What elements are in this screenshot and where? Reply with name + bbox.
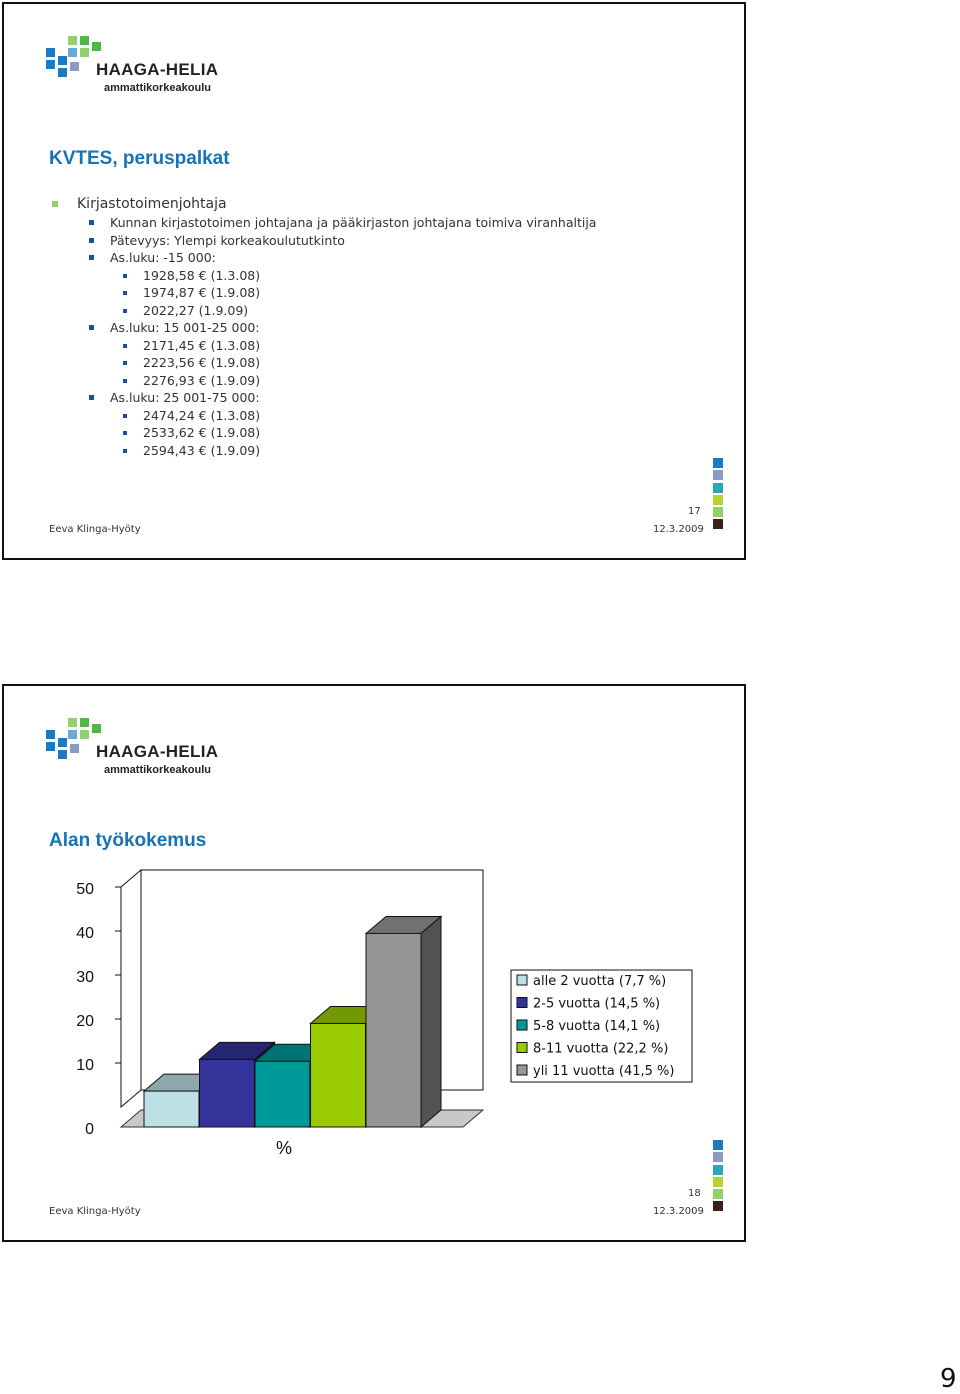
list-item-level3 [49, 284, 596, 302]
bullet-icon [89, 255, 94, 260]
footer-author: Eeva Klinga-Hyöty [49, 524, 141, 535]
bullet-icon [123, 361, 127, 365]
list-item-text: 2533,62 € (1.9.08) [143, 425, 261, 440]
list-item-text: Pätevyys: Ylempi korkeakoulututkinto [110, 232, 345, 248]
list-item-level3 [49, 372, 596, 390]
list-item-text: Kunnan kirjastotoimen johtajana ja pääkirjaston johtajana toimiva viranhaltija [110, 215, 597, 230]
bar [200, 1059, 255, 1127]
bar [255, 1061, 310, 1127]
list-item-level3 [49, 302, 596, 320]
x-axis-label: % [275, 1138, 293, 1158]
bullet-list [49, 194, 596, 459]
bullet-icon [123, 291, 127, 295]
bar-side [421, 916, 441, 1127]
list-item-level3 [49, 337, 596, 355]
list-item-text: 1928,58 € (1.3.08) [143, 267, 261, 283]
list-item-level1 [49, 194, 596, 214]
list-item-text: 2022,27 (1.9.09) [143, 302, 249, 318]
list-item-level2 [49, 249, 596, 267]
list-item-text: Kirjastotoimenjohtaja [77, 196, 227, 212]
list-item-level2 [49, 319, 596, 337]
haaga-helia-logo [44, 34, 224, 104]
bullet-icon [123, 449, 127, 453]
bullet-icon [89, 238, 94, 243]
legend-label: yli 11 vuotta (41,5 %) [533, 1064, 675, 1079]
list-item-text: 1974,87 € (1.9.08) [143, 285, 261, 300]
logo-subtitle: ammattikorkeakoulu [104, 82, 211, 94]
logo-name: HAAGA-HELIA [96, 742, 219, 761]
footer-author: Eeva Klinga-Hyöty [49, 1206, 141, 1217]
list-item-level3 [49, 354, 596, 372]
document-page-number: 9 [940, 1364, 957, 1394]
list-item-text: 2474,24 € (1.3.08) [143, 407, 261, 423]
legend-label: 5-8 vuotta (14,1 %) [533, 1019, 661, 1034]
footer-date: 12.3.2009 [653, 1206, 704, 1217]
slide-page-number: 18 [688, 1188, 701, 1199]
y-tick-label: 40 [76, 925, 94, 942]
legend-label: alle 2 vuotta (7,7 %) [533, 974, 667, 989]
legend-swatch [517, 975, 527, 985]
y-tick-label: 20 [76, 1013, 94, 1030]
list-item-level3 [49, 267, 596, 285]
bullet-icon [123, 431, 127, 435]
y-tick-label: 50 [76, 881, 94, 898]
y-tick-label: 10 [76, 1057, 94, 1074]
bar-chart [4, 686, 744, 1240]
bullet-icon [123, 344, 127, 348]
y-tick-label: 30 [76, 969, 94, 986]
legend-swatch [517, 1065, 527, 1075]
list-item-level3 [49, 407, 596, 425]
footer-date: 12.3.2009 [653, 524, 704, 535]
bullet-icon [123, 274, 127, 278]
legend-swatch [517, 1043, 527, 1053]
bullet-icon [89, 220, 94, 225]
bar [311, 1023, 366, 1127]
bullet-icon [123, 414, 127, 418]
list-item-text: As.luku: -15 000: [110, 250, 216, 265]
bullet-icon [123, 309, 127, 313]
slide-title: KVTES, peruspalkat [49, 148, 230, 169]
list-item-text: 2276,93 € (1.9.09) [143, 372, 261, 388]
decor-squares [713, 458, 723, 532]
decor-squares [713, 1140, 723, 1214]
list-item-text: 2594,43 € (1.9.09) [143, 442, 261, 458]
bullet-icon [123, 379, 127, 383]
list-item-level2 [49, 214, 596, 232]
logo-subtitle: ammattikorkeakoulu [104, 764, 211, 776]
slide-page-number: 17 [688, 506, 701, 517]
list-item-text: As.luku: 25 001-75 000: [110, 390, 260, 405]
slide-title: Alan työkokemus [49, 830, 207, 851]
slide-kvtes [2, 2, 746, 560]
list-item-text: 2171,45 € (1.3.08) [143, 337, 261, 353]
logo-squares-icon [44, 34, 104, 78]
bullet-icon [89, 325, 94, 330]
plot-side-wall [121, 870, 141, 1107]
bullet-icon [89, 395, 94, 400]
list-item-level2 [49, 389, 596, 407]
list-item-level2 [49, 232, 596, 250]
legend-label: 2-5 vuotta (14,5 %) [533, 996, 661, 1012]
legend-label: 8-11 vuotta (22,2 %) [533, 1041, 669, 1057]
bar [366, 933, 421, 1127]
list-item-text: 2223,56 € (1.9.08) [143, 355, 261, 370]
legend-swatch [517, 998, 527, 1008]
bar [144, 1091, 199, 1127]
logo-name: HAAGA-HELIA [96, 60, 219, 79]
list-item-level3 [49, 424, 596, 442]
legend-swatch [517, 1020, 527, 1030]
list-item-level3 [49, 442, 596, 460]
list-item-text: As.luku: 15 001-25 000: [110, 320, 260, 335]
bullet-icon [52, 201, 58, 207]
y-tick-label: 0 [85, 1121, 94, 1138]
slide-alan-tyokokemus [2, 684, 746, 1242]
